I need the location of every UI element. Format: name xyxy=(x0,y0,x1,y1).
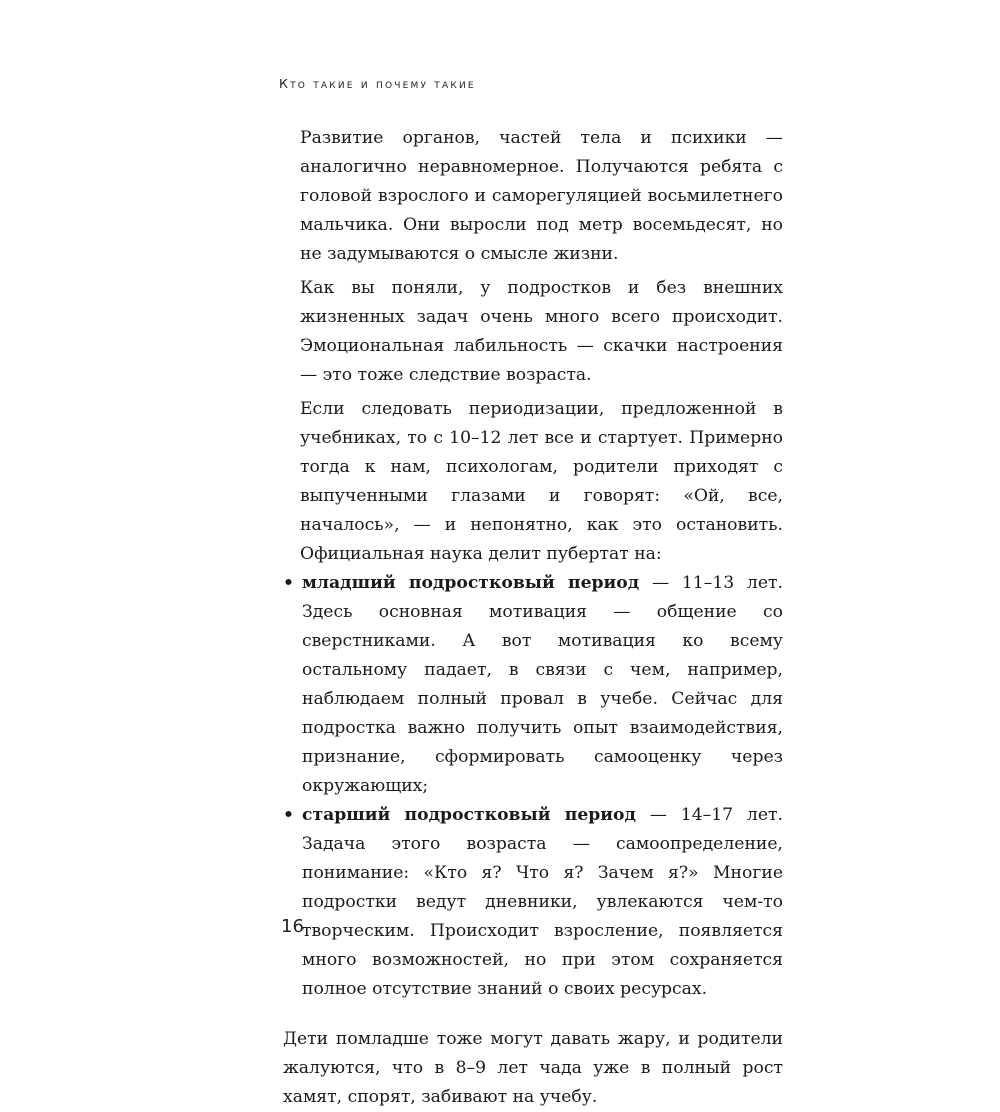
bullet-term: старший подростковый период xyxy=(302,805,636,825)
body-text xyxy=(283,124,783,1112)
bullet-icon: • xyxy=(283,573,294,593)
bullet-list xyxy=(283,569,783,1004)
bullet-item-junior xyxy=(283,569,783,801)
running-head: Кто такие и почему такие xyxy=(279,76,476,91)
paragraph-2: Как вы поняли, у подростков и без внешних жизненных задач очень много всего происходит. Эмоциональная лабильность — скачки настроения — это тоже следствие возраста. xyxy=(300,278,783,385)
paragraph-3: Если следовать периодизации, предложенной в учебниках, то с 10–12 лет все и стартует. Примерно тогда к нам, психологам, родители приходят с выпученными глазами и говорят: «Ой, все, началось», — и непонятно, как это остановить. Официальная наука делит пубертат на: xyxy=(300,399,783,564)
bullet-icon: • xyxy=(283,805,294,825)
closing-paragraph: Дети помладше тоже могут давать жару, и родители жалуются, что в 8–9 лет чада уже в полный рост хамят, спорят, забивают на учебу. xyxy=(283,1029,783,1107)
bullet-item-senior xyxy=(283,801,783,1004)
bullet-text: — 14–17 лет. Задача этого возраста — самоопределение, понимание: «Кто я? Что я? Зачем я?» Многие подростки ведут дневники, увлекаются чем-то творческим. Происходит взросление, появляется много возможностей, но при этом сохраняется полное отсутствие знаний о своих ресурсах. xyxy=(302,805,783,999)
paragraph-1: Развитие органов, частей тела и психики — аналогично неравномерное. Получаются ребята с головой взрослого и саморегуляцией восьмилетнего мальчика. Они выросли под метр восемьдесят, но не задумываются о смысле жизни. xyxy=(300,128,783,264)
bullet-text: — 11–13 лет. Здесь основная мотивация — общение со сверстниками. А вот мотивация ко всему остальному падает, в связи с чем, например, наблюдаем полный провал в учебе. Сейчас для подростка важно получить опыт взаимодействия, признание, сформировать самооценку через окружающих; xyxy=(302,573,783,796)
page-number: 16 xyxy=(281,916,304,937)
bullet-term: младший подростковый период xyxy=(302,573,640,593)
